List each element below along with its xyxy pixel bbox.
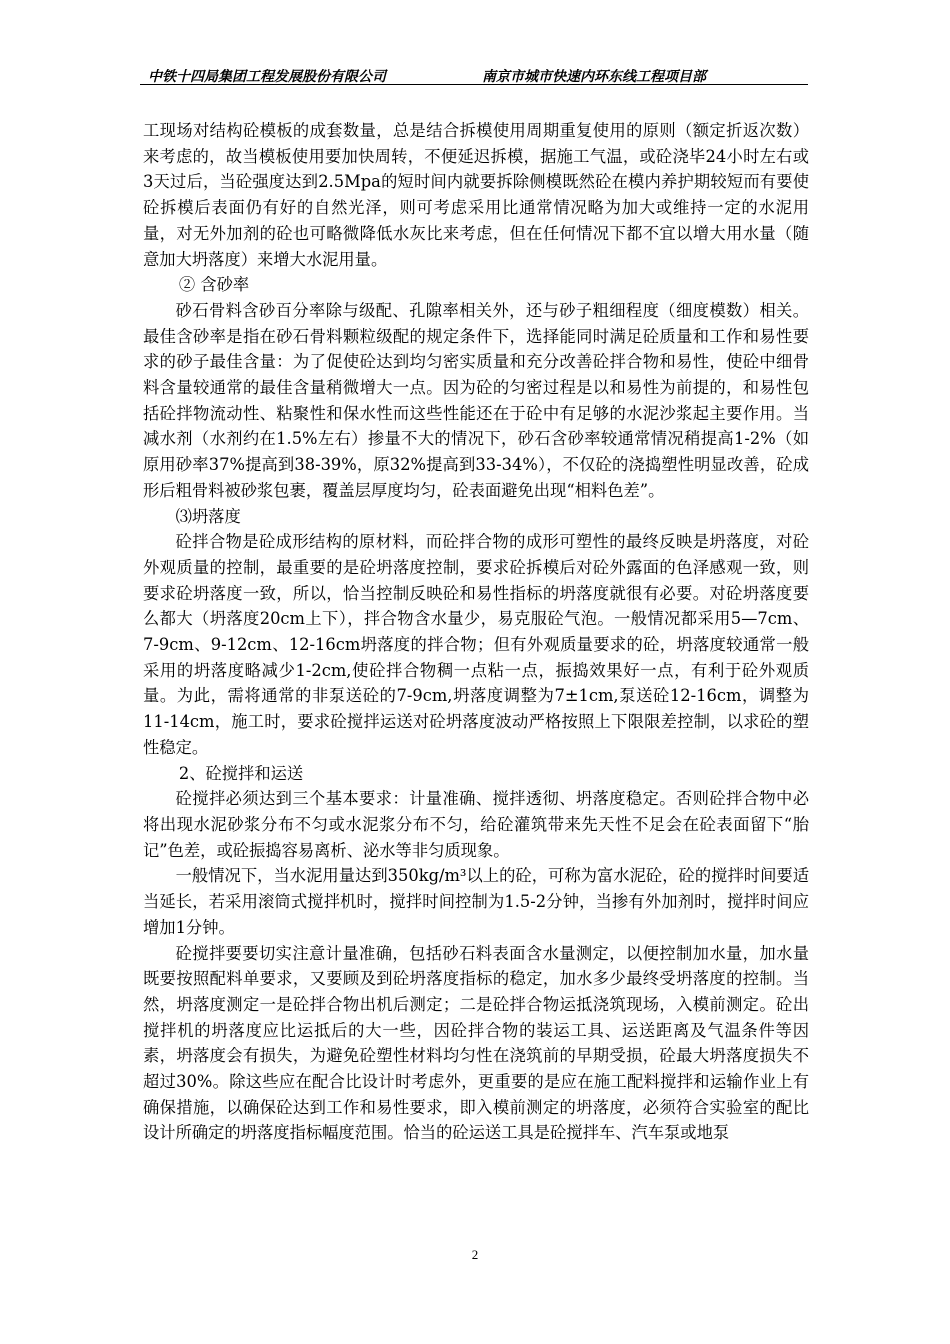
subheading-sand-ratio: ② 含砂率 [178, 275, 250, 295]
paragraph-mixing-requirements: 砼搅拌必须达到三个基本要求：计量准确、搅拌透彻、坍落度稳定。否则砼拌合物中必将出现水泥砂浆分布不匀或水泥浆分布不匀，给砼灌筑带来先天性不足会在砼表面留下“胎记”色差，或砼振捣容易离析、泌水等非匀质现象。 [143, 789, 809, 860]
paragraph-continuation: 工现场对结构砼模板的成套数量，总是结合拆模使用周期重复使用的原则（额定折返次数）来考虑的，故当模板使用要加快周转，不便延迟拆模，据施工气温，或砼浇毕24小时左右或3天过后，当砼强度达到2.5Mpa的短时间内就要拆除侧模既然砼在模内养护期较短而有要使砼拆模后表面仍有好的自然光泽，则可考虑采用比通常情况略为加大或维持一定的水泥用量，对无外加剂的砼也可略微降低水灰比来考虑，但在任何情况下都不宜以增大用水量（随意加大坍落度）来增大水泥用量。 [143, 121, 809, 269]
paragraph-mixing-time: 一般情况下，当水泥用量达到350kg/m³以上的砼，可称为富水泥砼，砼的搅拌时间要适当延长，若采用滚筒式搅拌机时，搅拌时间控制为1.5-2分钟，当掺有外加剂时，搅拌时间应增加1分钟。 [143, 866, 809, 937]
page-header [140, 62, 808, 85]
paragraph-slump: 砼拌合物是砼成形结构的原材料，而砼拌合物的成形可塑性的最终反映是坍落度，对砼外观质量的控制，最重要的是砼坍落度控制，要求砼拆模后对砼外露面的色泽感观一致，则要求砼坍落度一致，所以，恰当控制反映砼和易性指标的坍落度就很有必要。对砼坍落度要么都大（坍落度20cm上下），拌合物含水量少，易克服砼气泡。一般情况都采用5—7cm、7-9cm、9-12cm、12-16cm坍落度的拌合物；但有外观质量要求的砼，坍落度较通常一般采用的坍落度略减少1-2cm,使砼拌合物稠一点粘一点，振捣效果好一点，有利于砼外观质量。为此，需将通常的非泵送砼的7-9cm,坍落度调整为7±1cm,泵送砼12-16cm，调整为11-14cm，施工时，要求砼搅拌运送对砼坍落度波动严格按照上下限限差控制，以求砼的塑性稳定。 [143, 532, 809, 757]
subheading-slump: ⑶坍落度 [175, 506, 241, 526]
header-company: 中铁十四局集团工程发展股份有限公司 [148, 69, 386, 85]
paragraph-sand-ratio: 砂石骨料含砂百分率除与级配、孔隙率相关外，还与砂子粗细程度（细度模数）相关。最佳含砂率是指在砂石骨料颗粒级配的规定条件下，选择能同时满足砼质量和工作和易性要求的砂子最佳含量：为了促使砼达到均匀密实质量和充分改善砼拌合物和易性，使砼中细骨料含量较通常的最佳含量稍微增大一点。因为砼的匀密过程是以和易性为前提的，和易性包括砼拌物流动性、粘聚性和保水性而这些性能还在于砼中有足够的水泥沙浆起主要作用。当减水剂（水剂约在1.5%左右）掺量不大的情况下，砂石含砂率较通常情况稍提高1-2%（如原用砂率37%提高到38-39%，原32%提高到33-34%），不仅砼的浇捣塑性明显改善，砼成形后粗骨料被砂浆包裹，覆盖层厚度均匀，砼表面避免出现“相料色差”。 [143, 300, 809, 500]
document-body [143, 118, 809, 1146]
section-heading-mixing: 2、砼搅拌和运送 [178, 763, 304, 783]
page-number: 2 [471, 1247, 479, 1262]
paragraph-metering: 砼搅拌要要切实注意计量准确，包括砂石料表面含水量测定，以便控制加水量，加水量既要按照配料单要求，又要顾及到砼坍落度指标的稳定，加水多少最终受坍落度的控制。当然，坍落度测定一是砼拌合物出机后测定；二是砼拌合物运抵浇筑现场，入模前测定。砼出搅拌机的坍落度应比运抵后的大一些，因砼拌合物的装运工具、运送距离及气温条件等因素，坍落度会有损失，为避免砼塑性材料均匀性在浇筑前的早期受损，砼最大坍落度损失不超过30%。除这些应在配合比设计时考虑外，更重要的是应在施工配料搅拌和运输作业上有确保措施，以确保砼达到工作和易性要求，即入模前测定的坍落度，必须符合实验室的配比设计所确定的坍落度指标幅度范围。恰当的砼运送工具是砼搅拌车、汽车泵或地泵 [143, 943, 809, 1143]
header-project: 南京市城市快速内环东线工程项目部 [482, 69, 706, 85]
